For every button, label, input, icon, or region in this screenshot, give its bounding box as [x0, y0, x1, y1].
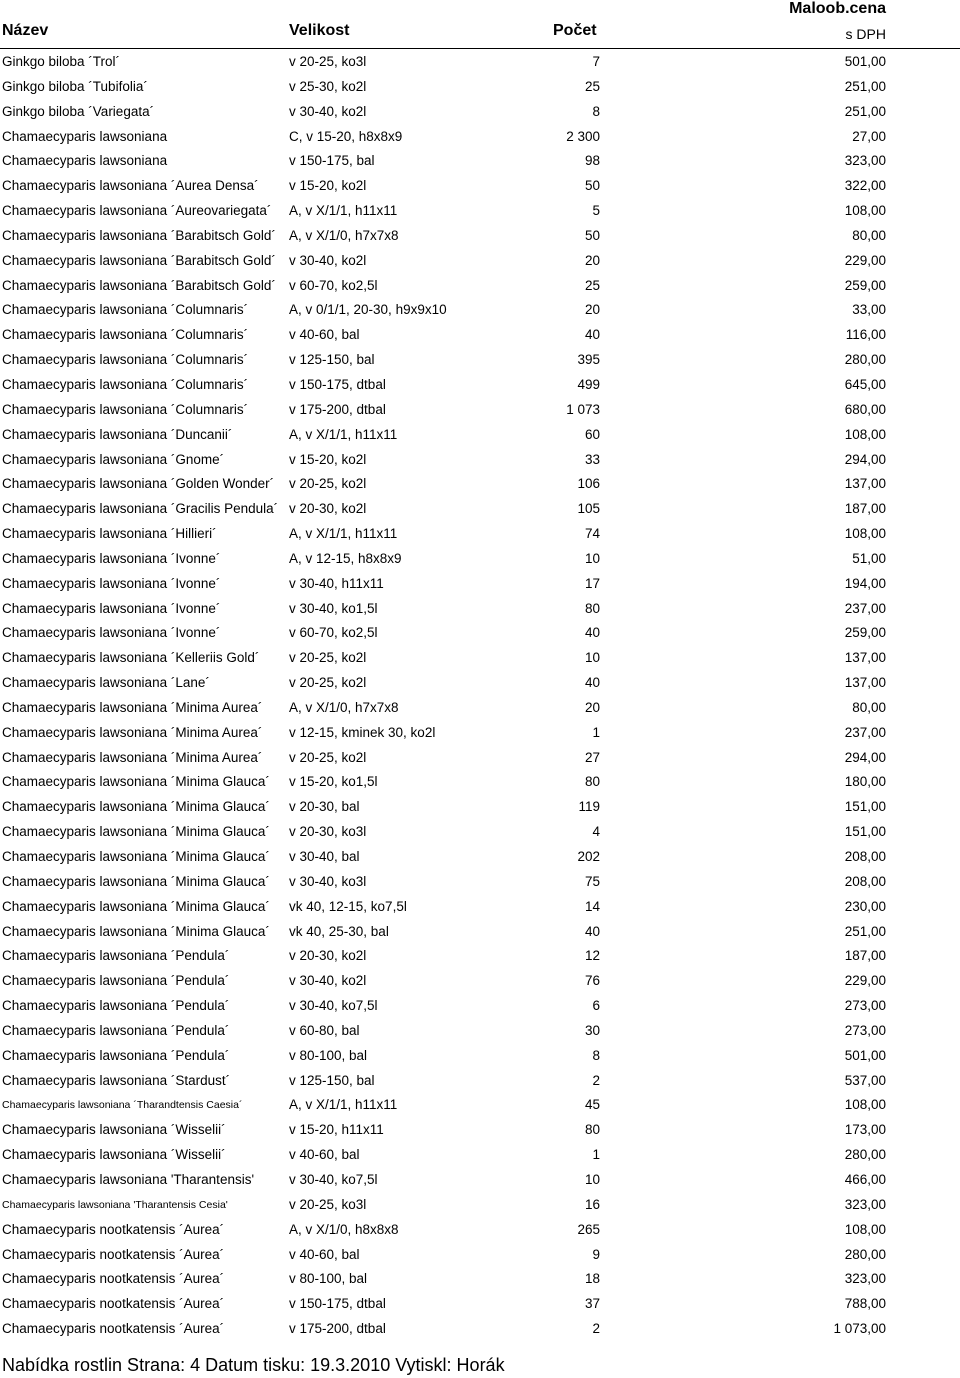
cell-size: v 40-60, bal: [289, 1147, 360, 1163]
cell-price: 237,00: [844, 600, 886, 616]
cell-size: v 15-20, h11x11: [289, 1122, 384, 1138]
cell-name: Chamaecyparis lawsoniana ´Ivonne´: [2, 550, 221, 566]
cell-size: v 20-25, ko3l: [289, 54, 367, 69]
cell-name: Chamaecyparis lawsoniana ´Wisselii´: [2, 1147, 226, 1163]
cell-price: 501,00: [844, 54, 886, 69]
cell-name: Chamaecyparis lawsoniana ´Wisselii´: [2, 1122, 226, 1138]
cell-name: Chamaecyparis lawsoniana ´Pendula´: [2, 1022, 230, 1038]
table-row: [0, 621, 960, 646]
cell-name: Chamaecyparis lawsoniana ´Pendula´: [2, 1047, 230, 1063]
table-row: [0, 448, 960, 473]
column-header-name: Název: [2, 22, 49, 39]
cell-name: Chamaecyparis lawsoniana ´Ivonne´: [2, 625, 221, 641]
table-row: [0, 1019, 960, 1044]
table-row: [0, 1218, 960, 1243]
table-row: [0, 1044, 960, 1069]
cell-size: v 60-70, ko2,5l: [289, 277, 378, 293]
table-row: [0, 597, 960, 622]
cell-size: v 30-40, h11x11: [289, 575, 384, 591]
cell-price: 108,00: [844, 1097, 886, 1113]
column-header-size: Velikost: [289, 22, 350, 39]
cell-count: 20: [584, 699, 600, 715]
cell-size: A, v X/1/0, h8x8x8: [289, 1221, 399, 1237]
cell-name: Chamaecyparis lawsoniana ´Columnaris´: [2, 352, 249, 368]
cell-size: v 125-150, bal: [289, 1072, 375, 1088]
cell-count: 1 073: [566, 401, 600, 417]
cell-count: 1: [592, 724, 600, 740]
cell-name: Chamaecyparis lawsoniana ´Columnaris´: [2, 327, 249, 343]
table-row: [0, 845, 960, 870]
cell-price: 280,00: [844, 1147, 886, 1163]
table-row: [0, 274, 960, 299]
cell-name: Chamaecyparis lawsoniana ´Barabitsch Gold´: [2, 252, 276, 268]
cell-name: Chamaecyparis lawsoniana ´Pendula´: [2, 948, 230, 964]
table-row: [0, 1243, 960, 1268]
cell-name: Chamaecyparis lawsoniana 'Tharantensis': [2, 1171, 255, 1187]
cell-price: 108,00: [844, 1221, 886, 1237]
cell-name: Chamaecyparis lawsoniana ´Minima Aurea´: [2, 724, 263, 740]
cell-count: 12: [584, 948, 600, 964]
cell-name: Chamaecyparis lawsoniana ´Pendula´: [2, 973, 230, 989]
cell-count: 10: [584, 550, 600, 566]
cell-price: 108,00: [844, 203, 886, 219]
cell-size: v 30-40, ko3l: [289, 873, 367, 889]
cell-count: 80: [584, 774, 600, 790]
cell-count: 45: [584, 1097, 600, 1113]
cell-price: 251,00: [844, 78, 886, 94]
cell-size: v 20-25, ko2l: [289, 650, 367, 666]
cell-count: 74: [584, 526, 600, 542]
table-row: [0, 820, 960, 845]
table-row: [0, 100, 960, 125]
table-row: [0, 323, 960, 348]
cell-price: 501,00: [844, 1047, 886, 1063]
table-row: [0, 944, 960, 969]
cell-count: 119: [578, 799, 600, 815]
cell-count: 75: [584, 873, 600, 889]
cell-count: 33: [584, 451, 600, 467]
cell-name: Chamaecyparis lawsoniana ´Stardust´: [2, 1072, 231, 1088]
cell-name: Chamaecyparis lawsoniana ´Minima Glauca´: [2, 849, 270, 864]
cell-size: v 30-40, ko2l: [289, 252, 367, 268]
cell-price: 323,00: [844, 1196, 886, 1212]
cell-price: 230,00: [844, 898, 886, 914]
table-row: [0, 770, 960, 795]
table-row: [0, 969, 960, 994]
table-row: [0, 994, 960, 1019]
cell-count: 106: [577, 476, 600, 492]
cell-price: 51,00: [852, 550, 886, 566]
cell-price: 645,00: [844, 376, 886, 392]
cell-name: Chamaecyparis lawsoniana ´Minima Glauca´: [2, 824, 270, 840]
cell-size: v 30-40, ko2l: [289, 103, 367, 119]
cell-size: v 150-175, dtbal: [289, 376, 386, 392]
cell-count: 2 300: [566, 128, 600, 144]
cell-count: 50: [584, 178, 600, 194]
cell-count: 50: [584, 227, 600, 243]
cell-name: Chamaecyparis lawsoniana ´Ivonne´: [2, 575, 221, 591]
cell-price: 208,00: [844, 873, 886, 889]
cell-name: Chamaecyparis lawsoniana ´Ivonne´: [2, 600, 221, 616]
table-row: [0, 895, 960, 920]
cell-price: 273,00: [844, 1022, 886, 1038]
cell-name: Chamaecyparis lawsoniana ´Minima Aurea´: [2, 699, 263, 715]
cell-name: Chamaecyparis lawsoniana ´Columnaris´: [2, 302, 249, 318]
cell-name: Chamaecyparis lawsoniana ´Gnome´: [2, 451, 225, 467]
table-row: [0, 1118, 960, 1143]
table-row: [0, 1168, 960, 1193]
cell-size: A, v 0/1/1, 20-30, h9x9x10: [289, 302, 447, 318]
cell-price: 116,00: [845, 327, 886, 343]
cell-price: 280,00: [844, 352, 886, 368]
cell-price: 108,00: [844, 426, 886, 442]
table-row: [0, 696, 960, 721]
table-row: [0, 920, 960, 945]
cell-size: v 150-175, dtbal: [289, 1296, 386, 1312]
cell-count: 76: [584, 973, 600, 989]
cell-name: Chamaecyparis lawsoniana ´Aurea Densa´: [2, 178, 259, 194]
table-row: [0, 572, 960, 597]
cell-price: 323,00: [844, 1271, 886, 1287]
cell-count: 60: [584, 426, 600, 442]
cell-price: 466,00: [844, 1171, 886, 1187]
cell-price: 537,00: [844, 1072, 886, 1088]
cell-name: Chamaecyparis lawsoniana ´Duncanii´: [2, 426, 233, 442]
cell-size: v 60-80, bal: [289, 1022, 360, 1038]
cell-count: 1: [592, 1147, 600, 1163]
cell-price: 187,00: [844, 948, 886, 964]
cell-name: Chamaecyparis lawsoniana ´Kelleriis Gold´: [2, 650, 260, 666]
cell-price: 229,00: [844, 252, 886, 268]
cell-name: Chamaecyparis lawsoniana ´Pendula´: [2, 998, 230, 1014]
table-row: [0, 1069, 960, 1094]
cell-name: Ginkgo biloba ´Variegata´: [2, 103, 155, 119]
cell-name: Chamaecyparis lawsoniana ´Golden Wonder´: [2, 476, 275, 492]
cell-size: v 125-150, bal: [289, 352, 375, 368]
price-table: [0, 50, 960, 1342]
cell-size: v 40-60, bal: [289, 327, 360, 343]
cell-count: 10: [584, 1171, 600, 1187]
table-row: [0, 795, 960, 820]
cell-name: Chamaecyparis lawsoniana 'Tharantensis Cesia': [2, 1198, 228, 1211]
cell-size: v 30-40, ko1,5l: [289, 600, 378, 616]
cell-price: 151,00: [844, 824, 886, 840]
cell-size: v 80-100, bal: [289, 1271, 368, 1287]
cell-size: v 20-30, bal: [289, 799, 360, 815]
cell-count: 14: [584, 898, 600, 914]
cell-count: 40: [584, 625, 600, 641]
table-row: [0, 174, 960, 199]
cell-count: 40: [584, 675, 600, 691]
cell-count: 499: [577, 376, 600, 392]
table-row: [0, 497, 960, 522]
cell-count: 8: [592, 103, 600, 119]
cell-size: A, v X/1/1, h11x11: [289, 203, 398, 219]
table-row: [0, 646, 960, 671]
cell-size: v 15-20, ko2l: [289, 451, 367, 467]
cell-name: Chamaecyparis lawsoniana ´Aureovariegata´: [2, 203, 272, 219]
cell-price: 259,00: [844, 277, 886, 293]
cell-name: Chamaecyparis lawsoniana ´Barabitsch Gold´: [2, 277, 276, 293]
table-row: [0, 149, 960, 174]
cell-price: 80,00: [852, 227, 886, 243]
cell-size: v 20-25, ko2l: [289, 749, 367, 765]
cell-count: 4: [592, 824, 600, 840]
cell-price: 294,00: [844, 749, 886, 765]
cell-name: Chamaecyparis lawsoniana ´Minima Glauca´: [2, 799, 270, 815]
cell-price: 108,00: [844, 526, 886, 542]
cell-price: 322,00: [844, 178, 886, 194]
cell-size: A, v X/1/0, h7x7x8: [289, 699, 399, 715]
cell-count: 25: [584, 277, 600, 293]
cell-size: v 20-30, ko3l: [289, 824, 367, 840]
table-row: [0, 746, 960, 771]
cell-count: 98: [584, 153, 600, 169]
cell-name: Chamaecyparis nootkatensis ´Aurea´: [2, 1321, 225, 1337]
cell-count: 16: [584, 1196, 600, 1212]
cell-price: 229,00: [844, 973, 886, 989]
table-row: [0, 298, 960, 323]
cell-size: v 175-200, dtbal: [289, 401, 386, 417]
cell-price: 137,00: [844, 675, 886, 691]
table-row: [0, 1317, 960, 1342]
cell-count: 80: [584, 600, 600, 616]
cell-price: 80,00: [852, 699, 886, 715]
cell-count: 10: [584, 650, 600, 666]
cell-price: 251,00: [844, 923, 886, 939]
cell-size: vk 40, 12-15, ko7,5l: [289, 898, 407, 914]
cell-name: Chamaecyparis lawsoniana ´Minima Glauca´: [2, 774, 270, 790]
cell-price: 208,00: [844, 849, 886, 864]
cell-size: v 20-25, ko2l: [289, 476, 367, 492]
cell-count: 17: [584, 575, 600, 591]
cell-count: 20: [584, 302, 600, 318]
cell-price: 251,00: [844, 103, 886, 119]
cell-count: 265: [577, 1221, 600, 1237]
table-row: [0, 1143, 960, 1168]
cell-count: 8: [592, 1047, 600, 1063]
cell-count: 40: [584, 923, 600, 939]
cell-name: Chamaecyparis lawsoniana ´Hillieri´: [2, 526, 217, 542]
cell-name: Chamaecyparis lawsoniana: [2, 153, 168, 169]
cell-count: 6: [592, 998, 600, 1014]
cell-size: v 30-40, ko2l: [289, 973, 367, 989]
cell-price: 187,00: [844, 501, 886, 517]
cell-name: Chamaecyparis lawsoniana ´Columnaris´: [2, 376, 249, 392]
cell-price: 680,00: [844, 401, 886, 417]
cell-name: Chamaecyparis lawsoniana ´Barabitsch Gold´: [2, 227, 276, 243]
cell-price: 151,00: [844, 799, 886, 815]
cell-size: v 20-25, ko2l: [289, 675, 367, 691]
cell-price: 173,00: [844, 1122, 886, 1138]
cell-count: 37: [584, 1296, 600, 1312]
cell-size: v 40-60, bal: [289, 1246, 360, 1262]
table-row: [0, 50, 960, 75]
cell-price: 137,00: [844, 476, 886, 492]
cell-price: 180,00: [844, 774, 886, 790]
cell-count: 9: [592, 1246, 600, 1262]
cell-count: 2: [592, 1321, 600, 1337]
cell-price: 194,00: [844, 575, 886, 591]
cell-count: 80: [584, 1122, 600, 1138]
cell-price: 27,00: [852, 128, 886, 144]
table-row: [0, 721, 960, 746]
cell-count: 25: [584, 78, 600, 94]
cell-size: v 15-20, ko1,5l: [289, 774, 378, 790]
table-row: [0, 522, 960, 547]
table-row: [0, 1193, 960, 1218]
page-footer: Nabídka rostlin Strana: 4 Datum tisku: 19.3.2010 Vytiskl: Horák: [2, 1355, 505, 1375]
table-row: [0, 671, 960, 696]
cell-count: 5: [592, 203, 600, 219]
table-row: [0, 547, 960, 572]
cell-name: Chamaecyparis nootkatensis ´Aurea´: [2, 1296, 225, 1312]
cell-size: v 20-30, ko2l: [289, 948, 367, 964]
table-row: [0, 472, 960, 497]
table-row: [0, 1292, 960, 1317]
cell-size: vk 40, 25-30, bal: [289, 923, 389, 939]
cell-size: v 12-15, kminek 30, ko2l: [289, 724, 436, 740]
cell-name: Ginkgo biloba ´Trol´: [2, 54, 121, 69]
cell-size: v 175-200, dtbal: [289, 1321, 386, 1337]
cell-size: v 15-20, ko2l: [289, 178, 367, 194]
cell-name: Chamaecyparis nootkatensis ´Aurea´: [2, 1271, 225, 1287]
table-row: [0, 348, 960, 373]
cell-size: v 25-30, ko2l: [289, 78, 367, 94]
cell-count: 27: [584, 749, 600, 765]
cell-price: 259,00: [844, 625, 886, 641]
cell-name: Chamaecyparis lawsoniana ´Minima Glauca´: [2, 923, 270, 939]
cell-count: 202: [577, 849, 600, 864]
table-row: [0, 75, 960, 100]
cell-price: 788,00: [844, 1296, 886, 1312]
cell-name: Chamaecyparis lawsoniana ´Lane´: [2, 675, 210, 691]
table-row: [0, 870, 960, 895]
cell-name: Ginkgo biloba ´Tubifolia´: [2, 78, 148, 94]
cell-size: A, v X/1/1, h11x11: [289, 1097, 398, 1113]
cell-name: Chamaecyparis lawsoniana: [2, 128, 168, 144]
cell-name: Chamaecyparis lawsoniana ´Tharandtensis Caesia´: [2, 1099, 243, 1112]
cell-price: 323,00: [844, 153, 886, 169]
cell-count: 40: [584, 327, 600, 343]
cell-name: Chamaecyparis lawsoniana ´Gracilis Pendula´: [2, 501, 279, 517]
cell-size: v 30-40, ko7,5l: [289, 998, 378, 1014]
table-row: [0, 1093, 960, 1118]
table-row: [0, 199, 960, 224]
table-row: [0, 373, 960, 398]
cell-price: 33,00: [852, 302, 886, 318]
cell-price: 1 073,00: [833, 1321, 886, 1337]
table-row: [0, 125, 960, 150]
cell-price: 237,00: [844, 724, 886, 740]
cell-size: v 80-100, bal: [289, 1047, 368, 1063]
table-row: [0, 398, 960, 423]
header-divider: [0, 48, 960, 49]
cell-size: v 150-175, bal: [289, 153, 375, 169]
cell-price: 137,00: [844, 650, 886, 666]
cell-price: 280,00: [844, 1246, 886, 1262]
cell-count: 18: [584, 1271, 600, 1287]
cell-name: Chamaecyparis nootkatensis ´Aurea´: [2, 1221, 225, 1237]
cell-size: v 30-40, ko7,5l: [289, 1171, 378, 1187]
table-row: [0, 224, 960, 249]
cell-price: 273,00: [844, 998, 886, 1014]
column-header-count: Počet: [553, 22, 597, 39]
cell-name: Chamaecyparis lawsoniana ´Minima Aurea´: [2, 749, 263, 765]
table-row: [0, 249, 960, 274]
cell-count: 30: [584, 1022, 600, 1038]
cell-size: A, v X/1/1, h11x11: [289, 526, 398, 542]
cell-price: 294,00: [844, 451, 886, 467]
cell-size: A, v X/1/1, h11x11: [289, 426, 398, 442]
cell-size: v 30-40, bal: [289, 849, 360, 864]
cell-size: A, v X/1/0, h7x7x8: [289, 227, 399, 243]
cell-name: Chamaecyparis nootkatensis ´Aurea´: [2, 1246, 225, 1262]
cell-name: Chamaecyparis lawsoniana ´Minima Glauca´: [2, 898, 270, 914]
cell-size: C, v 15-20, h8x8x9: [289, 128, 403, 144]
table-row: [0, 1267, 960, 1292]
column-header-price: Maloob.cena: [789, 0, 886, 17]
cell-size: A, v 12-15, h8x8x9: [289, 550, 402, 566]
column-header-price-vat: s DPH: [845, 26, 886, 42]
cell-count: 395: [577, 352, 600, 368]
table-row: [0, 423, 960, 448]
cell-count: 105: [577, 501, 600, 517]
cell-count: 2: [592, 1072, 600, 1088]
cell-size: v 60-70, ko2,5l: [289, 625, 378, 641]
cell-size: v 20-25, ko3l: [289, 1196, 367, 1212]
cell-name: Chamaecyparis lawsoniana ´Minima Glauca´: [2, 873, 270, 889]
cell-count: 7: [592, 54, 600, 69]
cell-name: Chamaecyparis lawsoniana ´Columnaris´: [2, 401, 249, 417]
cell-size: v 20-30, ko2l: [289, 501, 367, 517]
cell-count: 20: [584, 252, 600, 268]
